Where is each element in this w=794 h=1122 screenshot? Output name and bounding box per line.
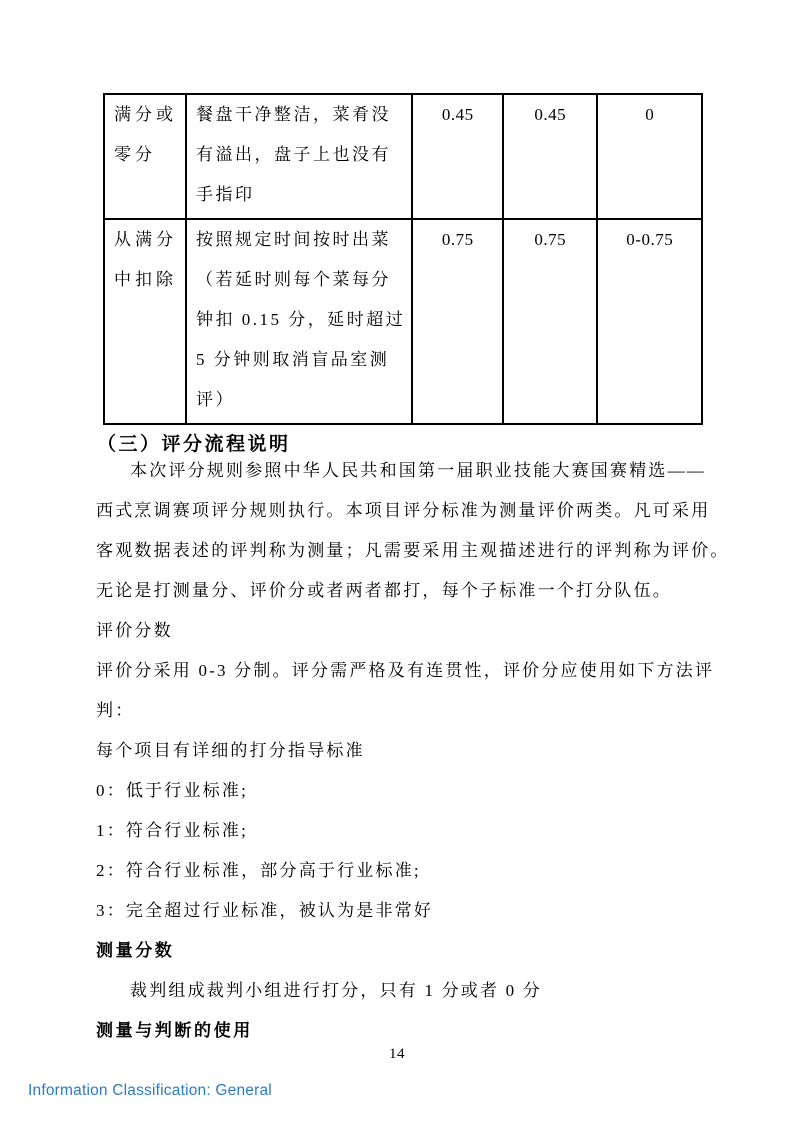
deduction-type-cell [104,219,186,424]
section-heading: （三）评分流程说明 [97,434,291,455]
cell-text-line: 中扣除 [114,270,177,289]
page-number: 14 [389,1046,405,1062]
body-line: 每个项目有详细的打分指导标准 [96,741,365,760]
cell-text-line: 按照规定时间按时出菜 [196,230,391,249]
criteria-cell [186,219,412,424]
score-cell: 0.45 [503,94,597,219]
cell-text-line: 餐盘干净整洁，菜肴没 [196,105,391,124]
body-line: 1：符合行业标准; [96,821,249,840]
score-cell: 0.75 [412,219,503,424]
body-line: 3：完全超过行业标准，被认为是非常好 [96,901,434,920]
body-line: 无论是打测量分、评价分或者两者都打，每个子标准一个打分队伍。 [96,581,672,600]
cell-text-line: 从满分 [114,230,177,249]
table-row [104,219,702,424]
body-subheading: 测量分数 [96,941,175,960]
cell-text-line: 有溢出，盘子上也没有 [196,145,391,164]
score-range-cell: 0 [597,94,702,219]
deduction-type-cell [104,94,186,219]
table-row [104,94,702,219]
cell-text-line: 满分或 [114,105,177,124]
body-line: 评价分采用 0-3 分制。评分需严格及有连贯性，评价分应使用如下方法评 [96,661,715,680]
cell-text-line: 5 分钟则取消盲品室测 [196,350,390,369]
body-line: 本次评分规则参照中华人民共和国第一届职业技能大赛国赛精选—— [130,461,706,480]
cell-text-line: 钟扣 0.15 分，延时超过 [196,310,406,329]
body-text [96,451,736,1051]
cell-text-line: （若延时则每个菜每分 [196,270,391,289]
cell-text-line: 手指印 [196,185,255,204]
criteria-cell [186,94,412,219]
scoring-table [103,93,703,425]
score-range-cell: 0-0.75 [597,219,702,424]
body-line: 裁判组成裁判小组进行打分，只有 1 分或者 0 分 [130,981,542,1000]
body-line: 客观数据表述的评判称为测量；凡需要采用主观描述进行的评判称为评价。 [96,541,730,560]
body-line: 2：符合行业标准，部分高于行业标准; [96,861,421,880]
score-cell: 0.45 [412,94,503,219]
body-line: 西式烹调赛项评分规则执行。本项目评分标准为测量评价两类。凡可采用 [96,501,711,520]
score-cell: 0.75 [503,219,597,424]
body-line: 0：低于行业标准; [96,781,249,800]
information-classification-footer: Information Classification: General [28,1082,272,1099]
cell-text-line: 零分 [114,145,156,164]
body-line: 评价分数 [96,621,173,640]
body-line: 判： [96,701,135,720]
cell-text-line: 评） [196,390,235,409]
body-subheading: 测量与判断的使用 [96,1021,253,1040]
